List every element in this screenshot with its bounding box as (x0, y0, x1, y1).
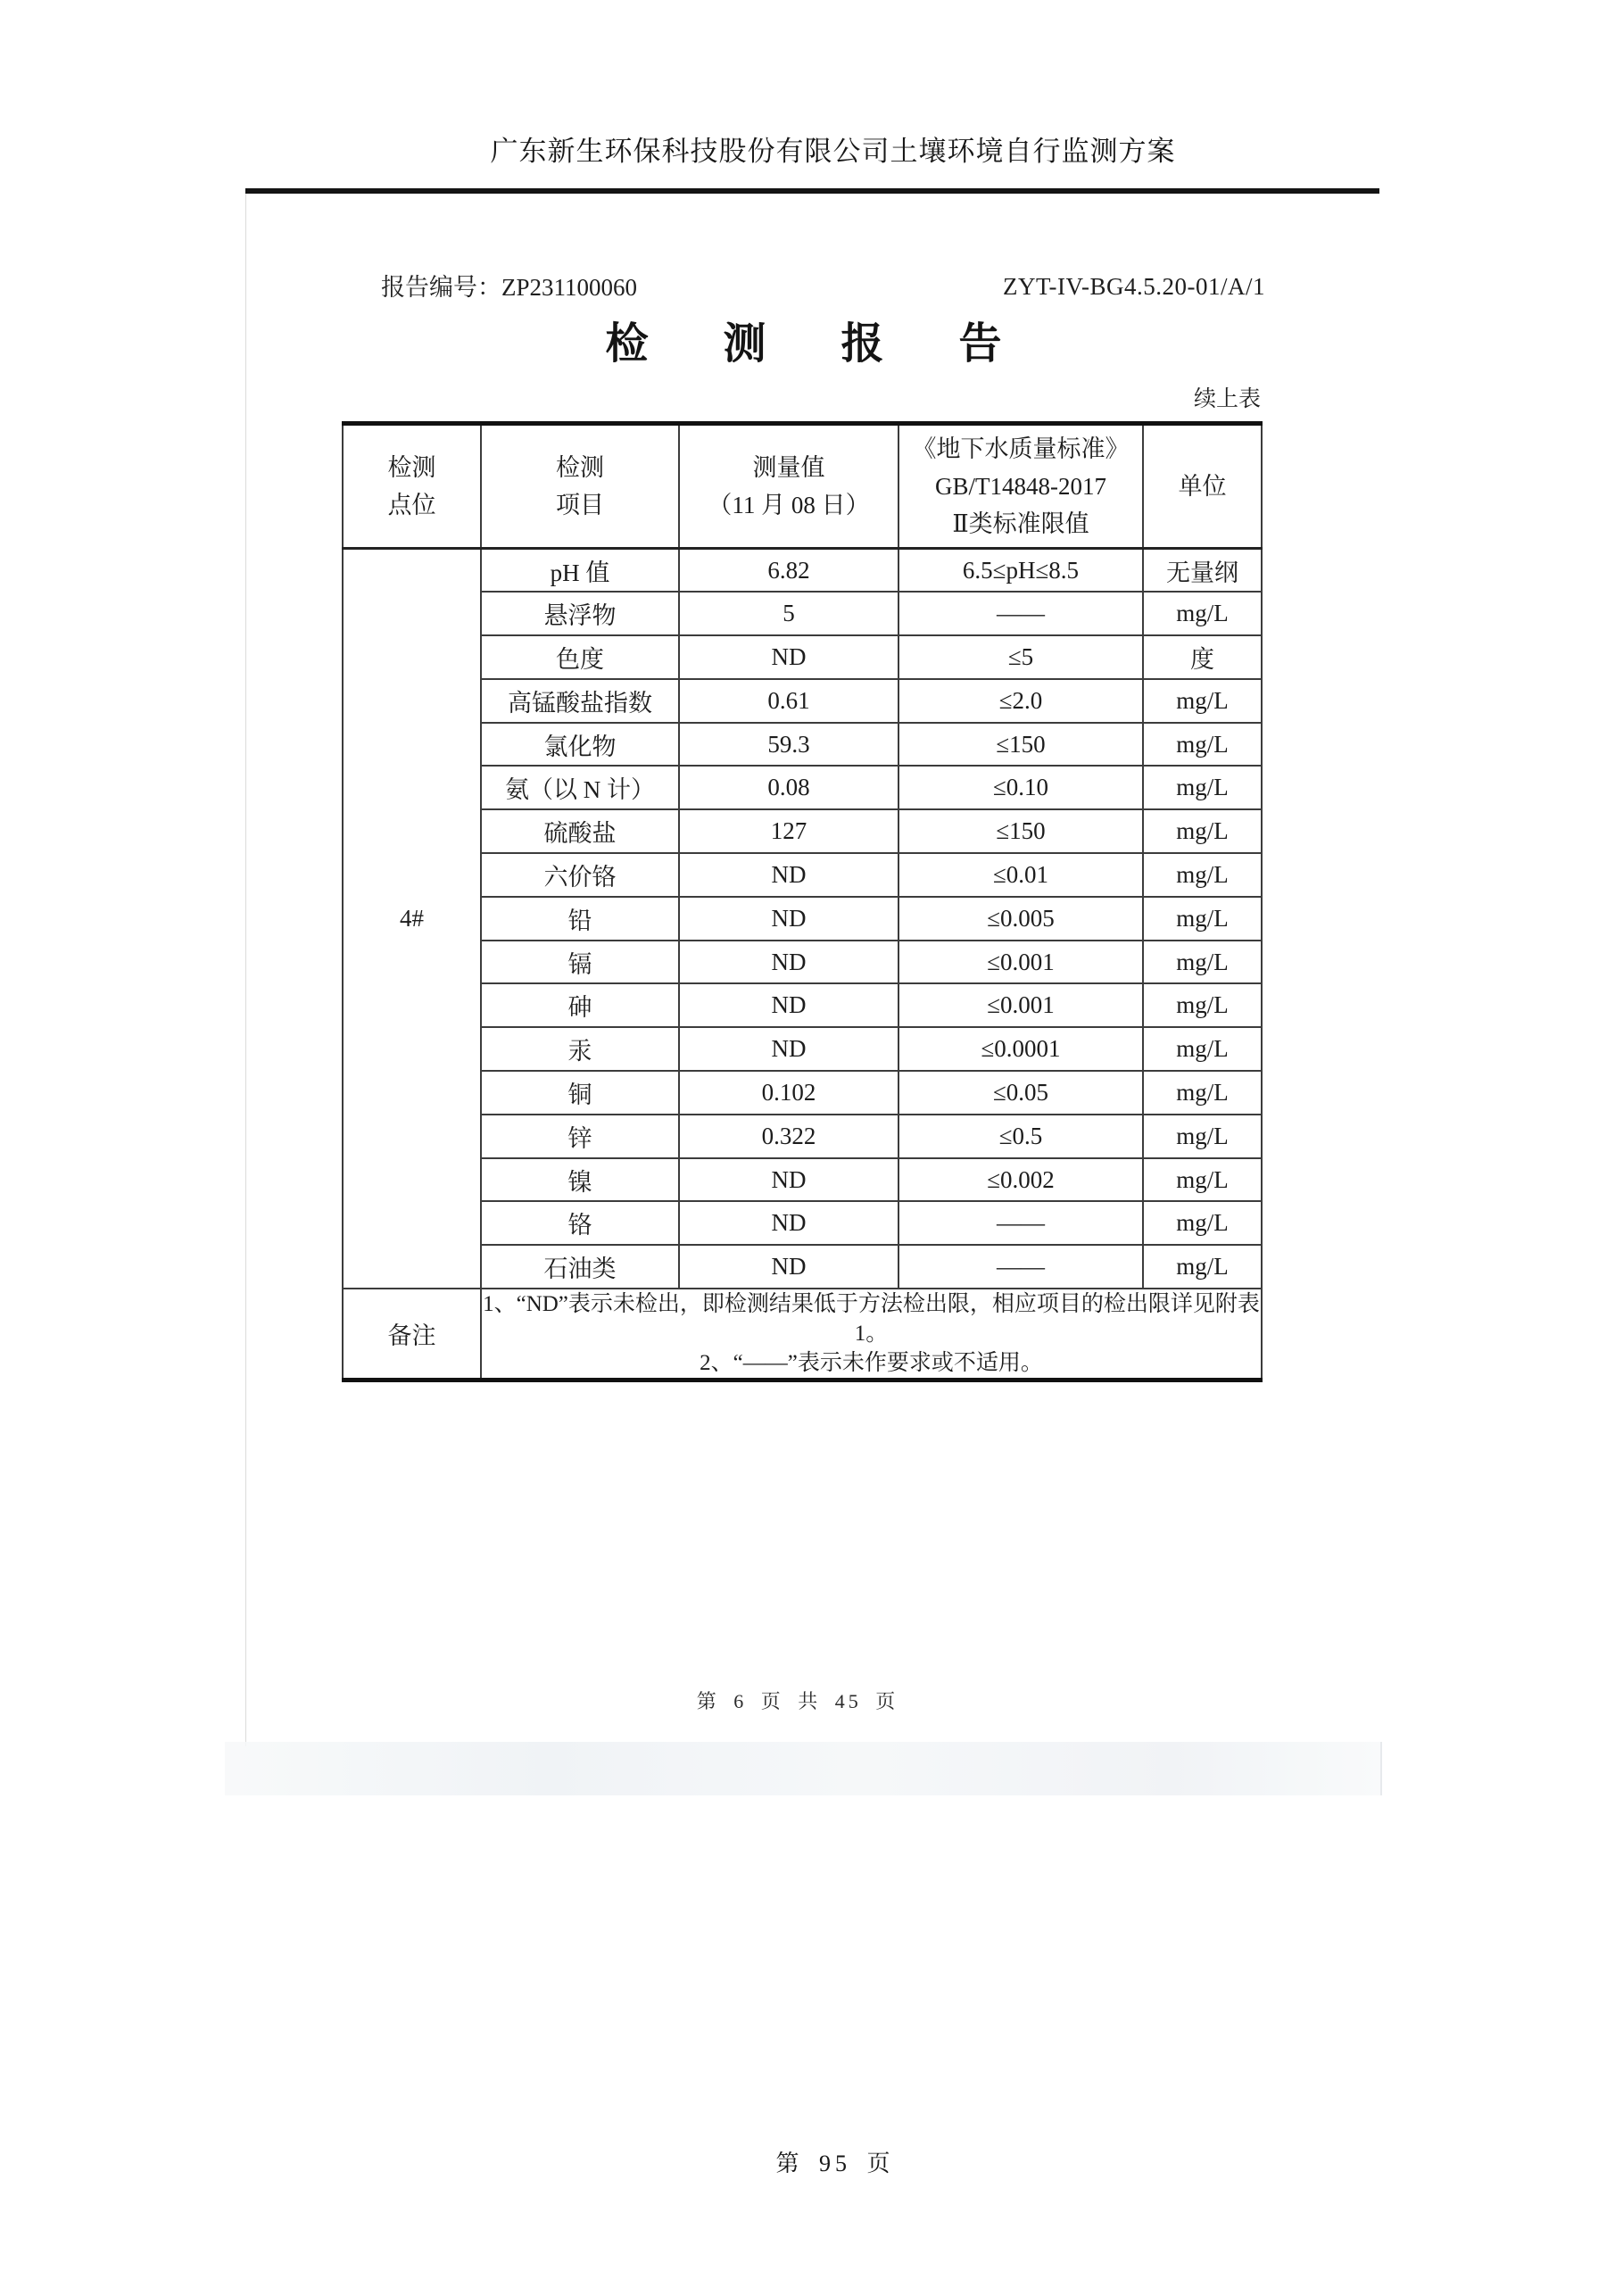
item-cell: 汞 (481, 1027, 679, 1071)
col-header-site-line: 点位 (387, 492, 436, 518)
limit-cell: —— (898, 1201, 1143, 1245)
report-number-value: ZP231100060 (501, 274, 638, 301)
value-cell: ND (679, 983, 898, 1027)
unit-cell: mg/L (1143, 1027, 1262, 1071)
item-cell: 砷 (481, 983, 679, 1027)
value-cell: ND (679, 635, 898, 679)
value-cell: ND (679, 1245, 898, 1289)
results-table (342, 421, 1263, 1382)
table-row (343, 941, 1262, 984)
value-cell: ND (679, 1201, 898, 1245)
limit-cell: ≤0.001 (898, 941, 1143, 984)
limit-cell: —— (898, 592, 1143, 635)
item-cell: 铅 (481, 897, 679, 941)
report-title: 检 测 报 告 (605, 320, 1018, 368)
table-row (343, 983, 1262, 1027)
limit-cell: ≤0.002 (898, 1158, 1143, 1202)
unit-cell: mg/L (1143, 853, 1262, 897)
unit-cell: mg/L (1143, 766, 1262, 809)
unit-cell: mg/L (1143, 809, 1262, 853)
col-header-unit (1143, 424, 1262, 549)
value-cell: 5 (679, 592, 898, 635)
table-row (343, 1245, 1262, 1289)
table-row (343, 1115, 1262, 1158)
col-header-value (679, 424, 898, 549)
unit-cell: mg/L (1143, 1245, 1262, 1289)
col-header-unit-line: 单位 (1178, 473, 1227, 500)
table-row (343, 1158, 1262, 1202)
unit-cell: 无量纲 (1143, 549, 1262, 593)
unit-cell: mg/L (1143, 679, 1262, 723)
item-cell: 氯化物 (481, 723, 679, 767)
item-cell: 悬浮物 (481, 592, 679, 635)
item-cell: 铜 (481, 1071, 679, 1115)
item-cell: 氨（以 N 计） (481, 766, 679, 809)
limit-cell: ≤2.0 (898, 679, 1143, 723)
table-row (343, 635, 1262, 679)
site-cell: 4# (343, 549, 481, 1289)
page-number-outer: 第 95 页 (775, 2151, 895, 2176)
item-cell: 色度 (481, 635, 679, 679)
col-header-value-line: （11 月 08 日） (708, 492, 870, 518)
limit-cell: ≤0.005 (898, 897, 1143, 941)
limit-cell: —— (898, 1245, 1143, 1289)
value-cell: ND (679, 897, 898, 941)
unit-cell: mg/L (1143, 983, 1262, 1027)
report-number-label: 报告编号： (381, 274, 501, 301)
table-row (343, 1071, 1262, 1115)
value-cell: ND (679, 853, 898, 897)
col-header-value-line: 测量值 (752, 454, 825, 481)
unit-cell: mg/L (1143, 897, 1262, 941)
limit-cell: ≤150 (898, 809, 1143, 853)
col-header-site (343, 424, 481, 549)
scan-page-bottom-edge (225, 1742, 1382, 1795)
col-header-item-line: 项目 (556, 492, 604, 518)
value-cell: 59.3 (679, 723, 898, 767)
page-number-inner: 第 6 页 共 45 页 (696, 1690, 899, 1712)
item-cell: 镍 (481, 1158, 679, 1202)
col-header-standard-line: 《地下水质量标准》 (912, 435, 1130, 462)
remark-line-1: 1、“ND”表示未检出，即检测结果低于方法检出限，相应项目的检出限详见附表 1。 (483, 1292, 1260, 1347)
col-header-item-line: 检测 (556, 454, 604, 481)
unit-cell: mg/L (1143, 592, 1262, 635)
limit-cell: ≤0.0001 (898, 1027, 1143, 1071)
doc-code: ZYT-IV-BG4.5.20-01/A/1 (1003, 273, 1265, 300)
table-row (343, 766, 1262, 809)
limit-cell: 6.5≤pH≤8.5 (898, 549, 1143, 593)
header-rule (245, 188, 1379, 194)
value-cell: 6.82 (679, 549, 898, 593)
table-body (343, 549, 1262, 1289)
remark-row (343, 1289, 1262, 1380)
limit-cell: ≤0.10 (898, 766, 1143, 809)
item-cell: 锌 (481, 1115, 679, 1158)
table-header-row (343, 424, 1262, 549)
unit-cell: mg/L (1143, 941, 1262, 984)
limit-cell: ≤0.5 (898, 1115, 1143, 1158)
col-header-item (481, 424, 679, 549)
limit-cell: ≤0.05 (898, 1071, 1143, 1115)
item-cell: 六价铬 (481, 853, 679, 897)
scan-page-left-edge (245, 194, 246, 1746)
col-header-site-line: 检测 (387, 454, 436, 481)
unit-cell: mg/L (1143, 1071, 1262, 1115)
limit-cell: ≤150 (898, 723, 1143, 767)
table-row (343, 1201, 1262, 1245)
value-cell: 0.102 (679, 1071, 898, 1115)
table-row (343, 549, 1262, 593)
company-header-title: 广东新生环保科技股份有限公司土壤环境自行监测方案 (490, 136, 1176, 167)
limit-cell: ≤5 (898, 635, 1143, 679)
unit-cell: mg/L (1143, 1201, 1262, 1245)
item-cell: pH 值 (481, 549, 679, 593)
limit-cell: ≤0.01 (898, 853, 1143, 897)
limit-cell: ≤0.001 (898, 983, 1143, 1027)
remark-label: 备注 (343, 1289, 481, 1380)
unit-cell: mg/L (1143, 723, 1262, 767)
table-row (343, 723, 1262, 767)
unit-cell: mg/L (1143, 1158, 1262, 1202)
table-header (343, 424, 1262, 549)
value-cell: 0.322 (679, 1115, 898, 1158)
report-number (381, 268, 637, 303)
remark-content (481, 1289, 1262, 1380)
value-cell: ND (679, 941, 898, 984)
table-row (343, 809, 1262, 853)
col-header-standard-line: Ⅱ类标准限值 (952, 510, 1089, 537)
item-cell: 石油类 (481, 1245, 679, 1289)
table-footer (343, 1289, 1262, 1380)
value-cell: ND (679, 1027, 898, 1071)
item-cell: 镉 (481, 941, 679, 984)
table-row (343, 897, 1262, 941)
value-cell: 127 (679, 809, 898, 853)
value-cell: 0.08 (679, 766, 898, 809)
item-cell: 高锰酸盐指数 (481, 679, 679, 723)
col-header-standard (898, 424, 1143, 549)
table-row (343, 592, 1262, 635)
value-cell: ND (679, 1158, 898, 1202)
item-cell: 铬 (481, 1201, 679, 1245)
table-row (343, 1027, 1262, 1071)
table-row (343, 853, 1262, 897)
item-cell: 硫酸盐 (481, 809, 679, 853)
remark-line-2: 2、“——”表示未作要求或不适用。 (700, 1351, 1043, 1376)
continuation-note: 续上表 (1193, 387, 1261, 411)
unit-cell: 度 (1143, 635, 1262, 679)
value-cell: 0.61 (679, 679, 898, 723)
table-row (343, 679, 1262, 723)
unit-cell: mg/L (1143, 1115, 1262, 1158)
col-header-standard-line: GB/T14848-2017 (935, 473, 1106, 500)
